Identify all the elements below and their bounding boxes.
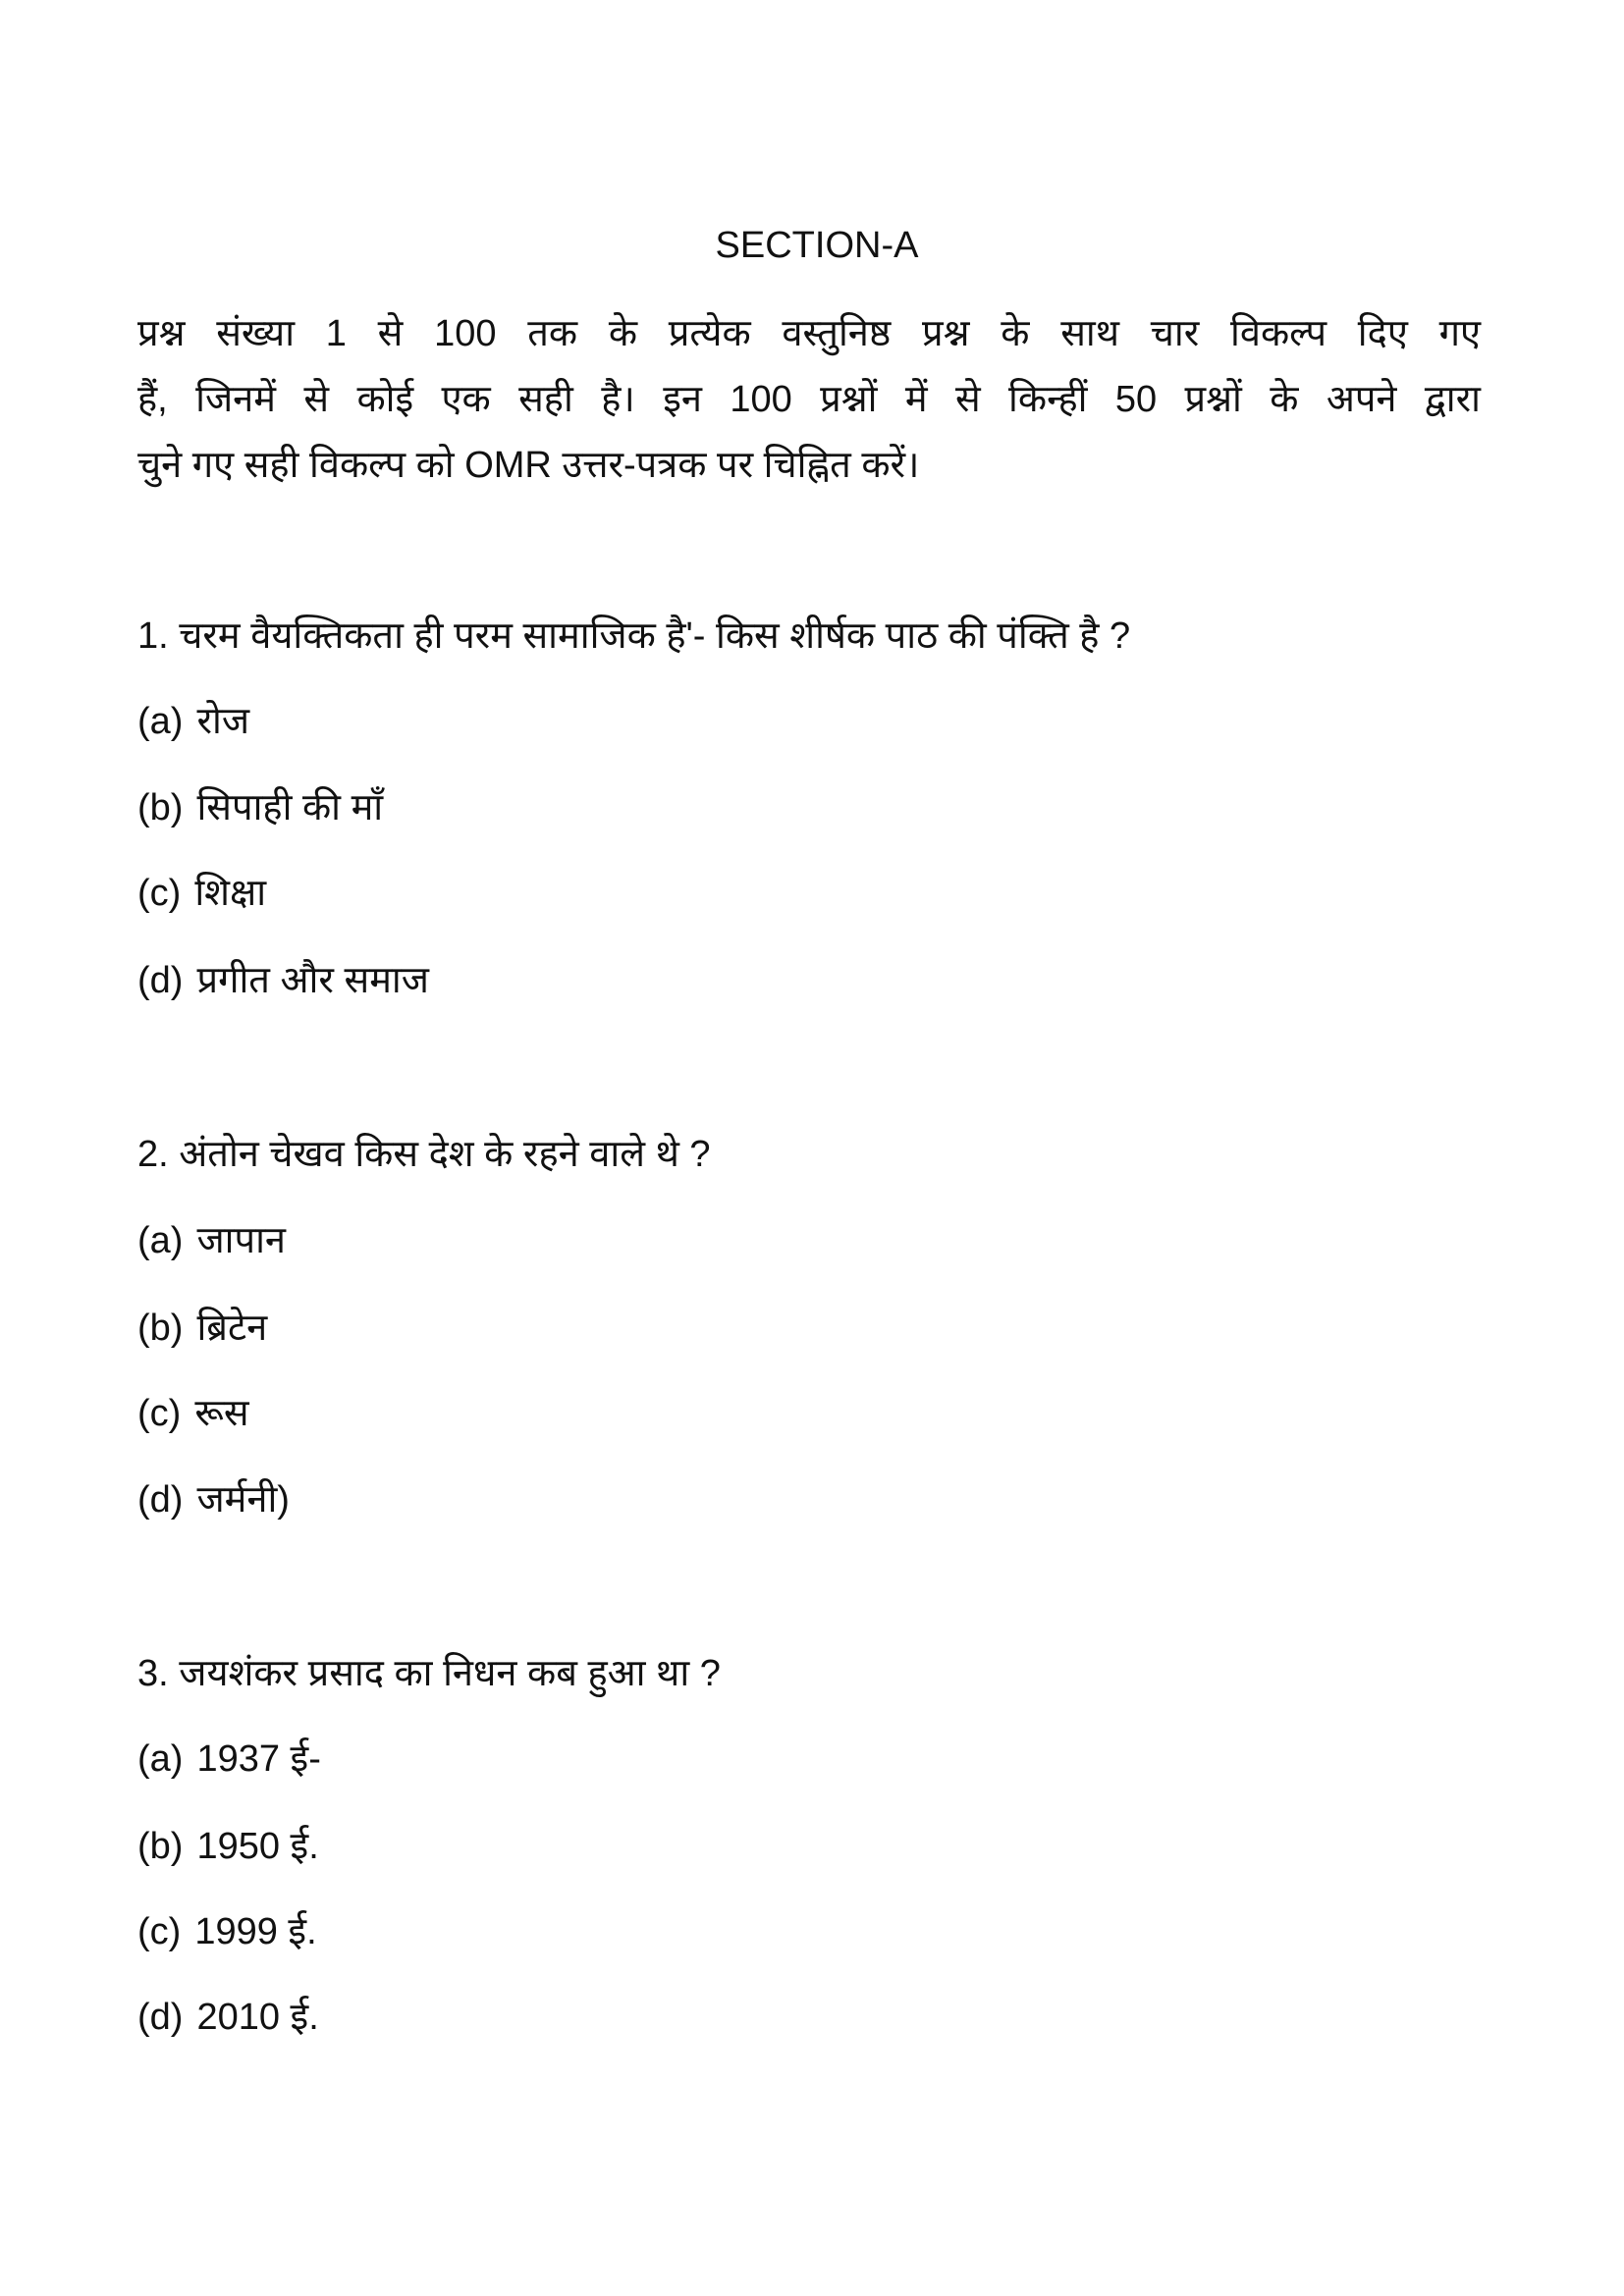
question-3-option-a [137, 1735, 321, 1783]
question-3-option-c [137, 1908, 317, 1955]
option-text: जर्मनी) [196, 1479, 290, 1521]
option-text: ब्रिटेन [196, 1308, 268, 1349]
question-1-option-b [137, 784, 383, 831]
question-3-option-b [137, 1823, 319, 1870]
option-label: (d) [137, 960, 184, 1001]
option-text: शिक्षा [194, 873, 267, 914]
question-2-option-d [137, 1476, 290, 1523]
section-title: SECTION-A [715, 225, 919, 266]
question-2-text: 2. अंतोन चेखव किस देश के रहने वाले थे ? [137, 1134, 711, 1175]
option-label: (c) [137, 873, 182, 914]
option-text: प्रगीत और समाज [196, 960, 429, 1001]
option-label: (b) [137, 1826, 184, 1867]
question-2-option-c [137, 1390, 249, 1437]
option-text: 1950 ई. [196, 1826, 319, 1867]
instructions-line: प्रश्न संख्या 1 से 100 तक के प्रत्येक वस्तुनिष्ठ प्रश्न के साथ चार विकल्प दिए गए [137, 313, 1481, 354]
question-3-option-d [137, 1994, 319, 2041]
option-text: रोज [196, 701, 250, 742]
option-label: (c) [137, 1911, 182, 1952]
question-1-text: 1. चरम वैयक्तिकता ही परम सामाजिक है'- किस शीर्षक पाठ की पंक्ति है ? [137, 615, 1131, 657]
instructions-line: चुने गए सही विकल्प को OMR उत्तर-पत्रक पर चिह्नित करें। [137, 445, 920, 486]
option-text: 2010 ई. [196, 1997, 319, 2038]
option-label: (a) [137, 701, 184, 742]
option-label: (c) [137, 1393, 182, 1434]
question-2-option-b [137, 1305, 267, 1352]
question-3-text: 3. जयशंकर प्रसाद का निधन कब हुआ था ? [137, 1653, 721, 1694]
option-text: रूस [194, 1393, 249, 1434]
question-1-option-d [137, 957, 429, 1004]
question-1-option-a [137, 698, 249, 745]
option-text: 1937 ई- [196, 1738, 321, 1780]
option-text: सिपाही की माँ [196, 787, 384, 828]
option-label: (a) [137, 1738, 184, 1780]
instructions-line: हैं, जिनमें से कोई एक सही है। इन 100 प्रश्नों में से किन्हीं 50 प्रश्नों के अपने द्वारा [137, 379, 1481, 420]
option-label: (d) [137, 1479, 184, 1521]
option-text: 1999 ई. [194, 1911, 317, 1952]
option-label: (a) [137, 1220, 184, 1261]
instructions-paragraph [137, 310, 1481, 507]
question-1-option-c [137, 870, 266, 917]
option-label: (b) [137, 1308, 184, 1349]
option-text: जापान [196, 1220, 287, 1261]
option-label: (b) [137, 787, 184, 828]
option-label: (d) [137, 1997, 184, 2038]
question-2-option-a [137, 1217, 286, 1264]
